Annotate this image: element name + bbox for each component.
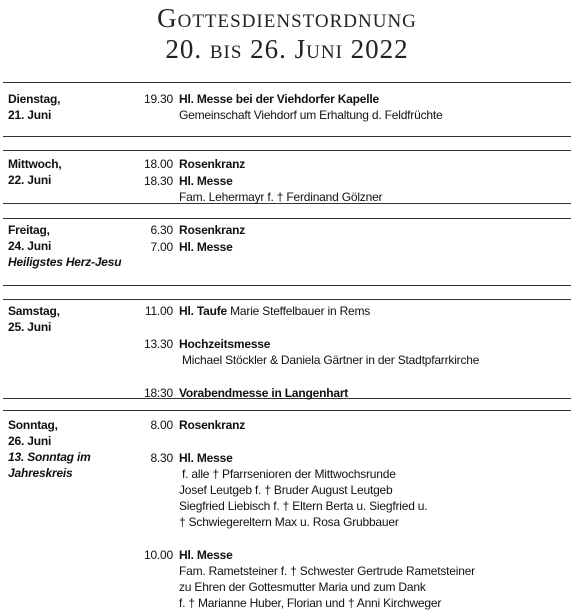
event-title: Hl. Messe bei der Viehdorfer Kapelle bbox=[179, 92, 379, 106]
event-detail: Josef Leutgeb f. † Bruder August Leutgeb bbox=[179, 483, 393, 497]
event-detail: f. † Marianne Huber, Florian und † Anni Kirchweger bbox=[179, 596, 442, 610]
event-detail: Fam. Rametsteiner f. † Schwester Gertrude Rametsteiner bbox=[179, 564, 475, 578]
divider bbox=[3, 82, 571, 83]
day-name: Samstag, bbox=[8, 304, 60, 318]
event-time: 19.30 bbox=[143, 92, 173, 106]
event-title: Hl. Messe bbox=[179, 548, 233, 562]
event-detail: Marie Steffelbauer in Rems bbox=[230, 304, 371, 318]
event-title: Rosenkranz bbox=[179, 223, 246, 237]
day-date: 21. Juni bbox=[8, 108, 52, 122]
event-title: Rosenkranz bbox=[179, 418, 246, 432]
event-time: 18:30 bbox=[143, 386, 173, 400]
event-title: Hl. Messe bbox=[179, 174, 233, 188]
day-date: 26. Juni bbox=[8, 434, 52, 448]
event-detail: f. alle † Pfarrsenioren der Mittwochsrunde bbox=[182, 467, 396, 481]
event-time: 18.30 bbox=[143, 174, 173, 188]
divider bbox=[3, 136, 571, 137]
day-date: 25. Juni bbox=[8, 320, 52, 334]
event-time: 8.30 bbox=[150, 451, 173, 465]
day-name: Mittwoch, bbox=[8, 157, 62, 171]
page-subtitle: 20. bis 26. Juni 2022 bbox=[165, 34, 409, 64]
event-time: 8.00 bbox=[150, 418, 173, 432]
divider bbox=[3, 218, 571, 219]
event-detail: Gemeinschaft Viehdorf um Erhaltung d. Feldfrüchte bbox=[179, 108, 443, 122]
event-time: 18.00 bbox=[143, 157, 173, 171]
feast-name: Jahreskreis bbox=[8, 466, 73, 480]
event-line bbox=[179, 303, 370, 319]
event-detail: Fam. Lehermayr f. † Ferdinand Gölzner bbox=[179, 190, 383, 204]
event-detail: zu Ehren der Gottesmutter Maria und zum Dank bbox=[179, 580, 426, 594]
event-time: 10.00 bbox=[143, 548, 173, 562]
event-time: 13.30 bbox=[143, 337, 173, 351]
page-title: Gottesdienstordnung bbox=[157, 3, 417, 33]
divider bbox=[3, 410, 571, 411]
event-title: Rosenkranz bbox=[179, 157, 246, 171]
event-title: Hochzeitsmesse bbox=[179, 337, 271, 351]
event-time: 11.00 bbox=[144, 304, 173, 318]
divider bbox=[3, 285, 571, 286]
day-date: 24. Juni bbox=[8, 239, 52, 253]
event-title: Hl. Messe bbox=[179, 240, 233, 254]
divider bbox=[3, 299, 571, 300]
event-time: 6.30 bbox=[150, 223, 173, 237]
event-time: 7.00 bbox=[150, 240, 173, 254]
event-detail: Siegfried Liebisch f. † Eltern Berta u. Siegfried u. bbox=[179, 499, 428, 513]
event-title: Hl. Messe bbox=[179, 451, 233, 465]
event-title: Hl. Taufe bbox=[179, 304, 227, 318]
day-name: Sonntag, bbox=[8, 418, 58, 432]
feast-name: Heiligstes Herz-Jesu bbox=[8, 255, 122, 269]
event-detail: † Schwiegereltern Max u. Rosa Grubbauer bbox=[179, 515, 399, 529]
feast-name: 13. Sonntag im bbox=[8, 450, 91, 464]
day-name: Dienstag, bbox=[8, 92, 61, 106]
event-title: Vorabendmesse in Langenhart bbox=[179, 386, 349, 400]
day-date: 22. Juni bbox=[8, 173, 52, 187]
divider bbox=[3, 150, 571, 151]
day-name: Freitag, bbox=[8, 223, 50, 237]
event-detail: Michael Stöckler & Daniela Gärtner in der Stadtpfarrkirche bbox=[182, 353, 480, 367]
